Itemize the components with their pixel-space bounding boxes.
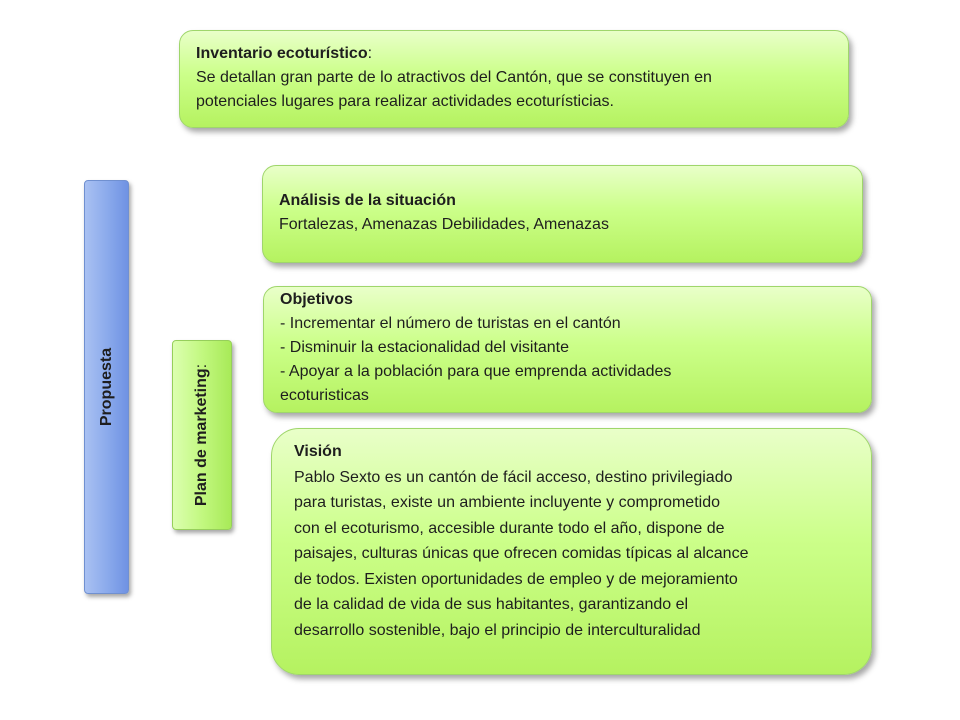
propuesta-label: Propuesta xyxy=(97,347,115,427)
vision-title: Visión xyxy=(294,443,342,460)
plan-marketing-bar xyxy=(172,340,232,530)
analisis-line: Fortalezas, Amenazas Debilidades, Amenazas xyxy=(279,216,609,233)
inventario-colon: : xyxy=(367,45,373,62)
vision-line: de la calidad de vida de sus habitantes, garantizando el xyxy=(294,596,689,613)
propuesta-bar xyxy=(84,180,129,594)
objetivos-item: ecoturisticas xyxy=(280,387,369,404)
vision-box xyxy=(271,428,872,675)
vision-line: Pablo Sexto es un cantón de fácil acceso, destino privilegiado xyxy=(294,468,733,486)
inventario-title: Inventario ecoturístico xyxy=(196,45,368,62)
plan-marketing-label xyxy=(193,364,211,506)
objetivos-title: Objetivos xyxy=(280,291,353,308)
objetivos-item: - Apoyar a la población para que emprenda actividades xyxy=(280,363,672,380)
vision-line: paisajes, culturas únicas que ofrecen comidas típicas al alcance xyxy=(294,545,749,562)
analisis-box xyxy=(262,165,863,263)
objetivos-item: - Disminuir la estacionalidad del visitante xyxy=(280,339,570,356)
analisis-title: Análisis de la situación xyxy=(279,192,456,209)
inventario-line: Se detallan gran parte de lo atractivos del Cantón, que se constituyen en xyxy=(196,69,712,86)
vision-line: con el ecoturismo, accesible durante todo el año, dispone de xyxy=(294,519,725,537)
vision-line: para turistas, existe un ambiente incluyente y comprometido xyxy=(294,494,720,511)
objetivos-item: - Incrementar el número de turistas en el cantón xyxy=(280,315,621,332)
plan-marketing-colon: : xyxy=(193,363,210,369)
inventario-title-row xyxy=(196,42,832,66)
objetivos-box xyxy=(263,286,872,413)
inventario-box xyxy=(179,30,849,128)
inventario-line: potenciales lugares para realizar actividades ecoturísticias. xyxy=(196,93,614,110)
vision-line: de todos. Existen oportunidades de empleo y de mejoramiento xyxy=(294,570,738,588)
plan-marketing-text: Plan de marketing xyxy=(193,368,210,507)
vision-line: desarrollo sostenible, bajo el principio de interculturalidad xyxy=(294,621,701,639)
